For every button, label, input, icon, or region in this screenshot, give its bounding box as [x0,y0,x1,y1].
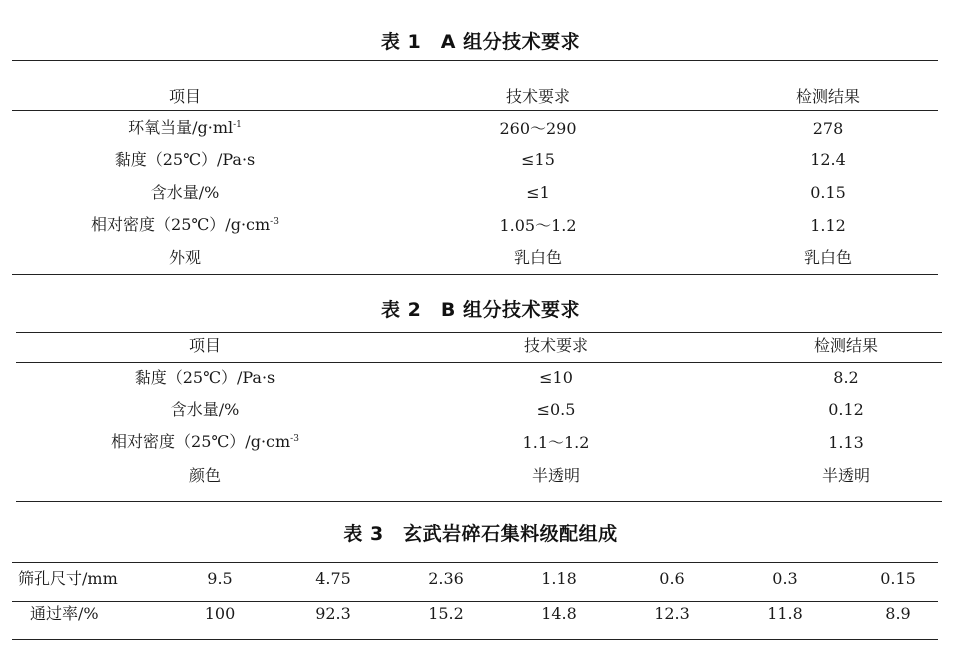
table2-row3-item: 相对密度$(25℃)/g\cdot cm^{-3}$ [111,432,299,451]
table3-row1-v3: 2.36 [428,569,464,588]
table1-row5-req: 乳白色 [513,248,562,267]
table3-row2-v2: 92.3 [315,604,351,623]
table2-top-rule [16,332,942,333]
table1-top-rule [12,60,938,61]
table3-row1-v6: 0.3 [772,569,798,588]
table2-header-item: 项目 [188,336,221,355]
table1-header-req: 技术要求 [505,87,570,106]
table1-row1-req: 260～290 [499,119,577,138]
table1-row3-result: 0.15 [810,183,846,202]
table2-caption: 表 2 B 组分技术要求 [381,299,580,321]
table3-row1-v4: 1.18 [541,569,577,588]
table2-row1-req: ≤10 [539,368,573,387]
table2-row2-item: 含水量/% [170,400,240,419]
table2-header-req: 技术要求 [523,336,588,355]
table2-header-rule [16,362,942,363]
table1-row5-item: 外观 [168,248,201,267]
table3-top-rule [12,562,938,563]
table2-row2-result: 0.12 [828,400,864,419]
table2-row4-req: 半透明 [531,466,580,485]
table1-row2-item: 黏度（25℃）/Pa·s [114,150,256,169]
table3-mid-rule [12,601,938,602]
table1-row1-item: 环氧当量$/g\cdot ml^{-1}$ [128,118,242,137]
table3-caption: 表 3 玄武岩碎石集料级配组成 [343,523,618,545]
table3-row2-v4: 14.8 [541,604,577,623]
table2-row3-req: 1.1～1.2 [522,433,590,452]
table3-row2-v1: 100 [204,604,236,623]
table2-row3-result: 1.13 [828,433,864,452]
table1-row2-req: ≤15 [521,150,555,169]
table1-caption: 表 1 A 组分技术要求 [380,31,581,53]
table1-header-item: 项目 [168,87,201,106]
table1-row4-result: 1.12 [810,216,846,235]
table2-row1-result: 8.2 [833,368,859,387]
table1-header-result: 检测结果 [795,87,860,106]
table3-row1-label: 筛孔尺寸/mm [18,569,118,588]
table2-row4-item: 颜色 [188,466,221,485]
table3-row1-v7: 0.15 [880,569,916,588]
table1-row3-item: 含水量/% [150,183,220,202]
table1-row5-result: 乳白色 [803,248,852,267]
table3-row2-v3: 15.2 [428,604,464,623]
table2-bottom-rule [16,501,942,502]
table1-bottom-rule [12,274,938,275]
table3-row1-v1: 9.5 [207,569,233,588]
table1-row3-req: ≤1 [526,183,550,202]
table3-bottom-rule [12,639,938,640]
table2-header-result: 检测结果 [813,336,878,355]
table1-row1-result: 278 [812,119,844,138]
table3-row1-v2: 4.75 [315,569,351,588]
table3-row2-v6: 11.8 [767,604,803,623]
table3-row2-v5: 12.3 [654,604,690,623]
table3-row2-v7: 8.9 [885,604,911,623]
table3-row1-v5: 0.6 [659,569,685,588]
table3-row2-label: 通过率/% [30,604,99,623]
table1-row2-result: 12.4 [810,150,846,169]
table2-row1-item: 黏度（25℃）/Pa·s [134,368,276,387]
table2-row4-result: 半透明 [821,466,870,485]
table1-row4-req: 1.05～1.2 [499,216,577,235]
table1-row4-item: 相对密度$(25℃)/g\cdot cm^{-3}$ [91,215,279,234]
table2-row2-req: ≤0.5 [536,400,576,419]
table1-header-rule [12,110,938,111]
